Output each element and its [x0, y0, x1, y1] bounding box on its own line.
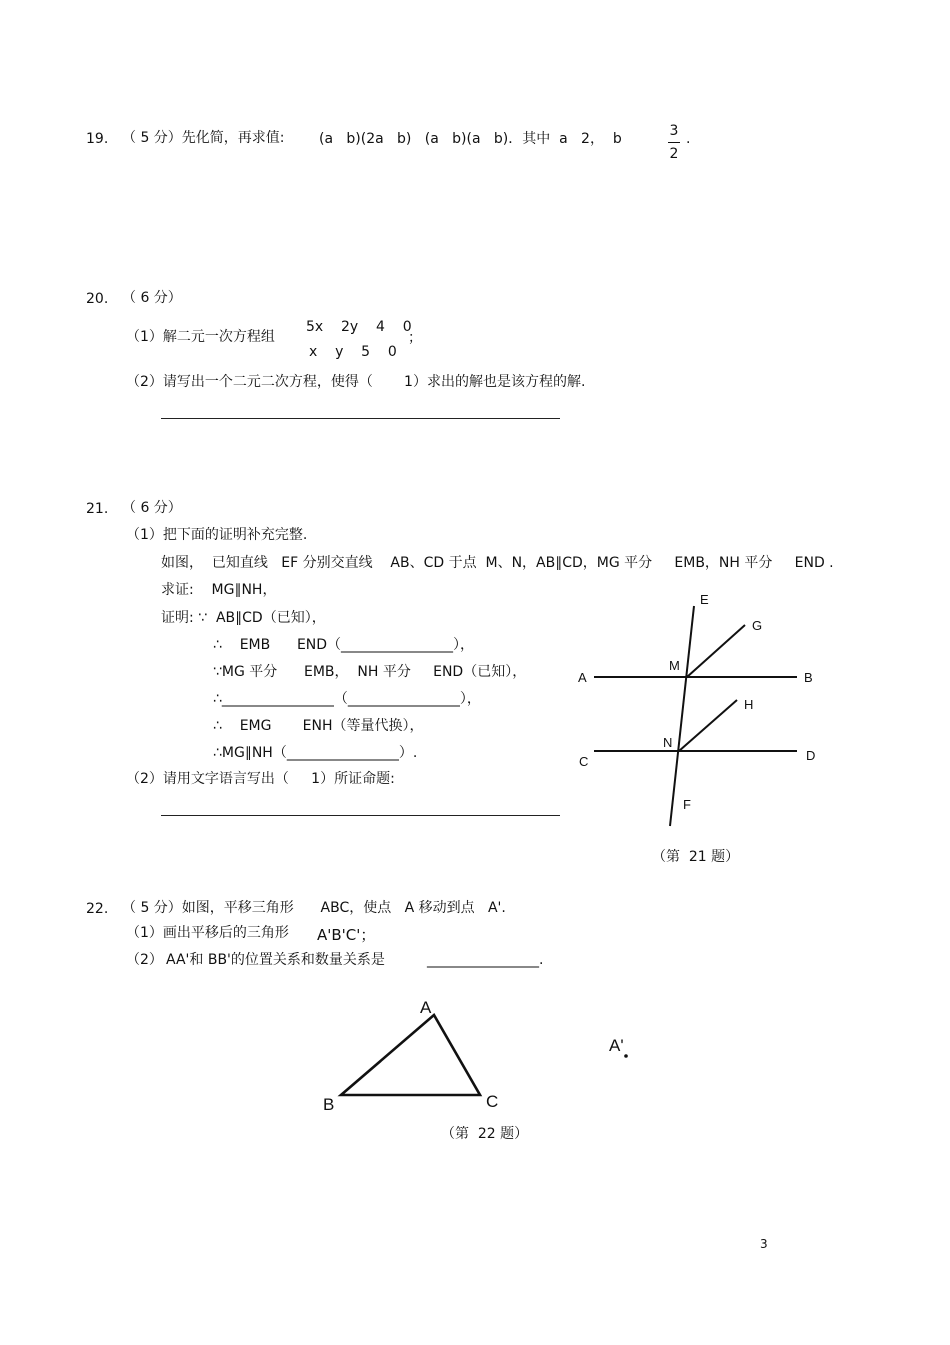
- q21-proof-start: 证明: ∵ AB∥CD（已知），: [161, 610, 326, 626]
- q22-part1-triangle: A'B'C'；: [317, 926, 376, 944]
- q22-part2-label: （2）: [126, 952, 163, 968]
- label-22-c: C: [486, 1092, 499, 1111]
- label-e: E: [700, 592, 709, 607]
- q20-equation-1: 5x 2y 4 0: [306, 319, 412, 335]
- label-22-a-prime: A': [609, 1036, 624, 1055]
- label-22-a: A: [420, 998, 432, 1017]
- q21-proof-line-3: ∴________________（________________），: [213, 691, 481, 707]
- label-h: H: [744, 697, 754, 712]
- page-number: 3: [760, 1237, 768, 1251]
- q20-part1-label: （1）解二元一次方程组: [126, 329, 275, 345]
- q20-number: 20.: [86, 291, 109, 307]
- q19-fraction-denominator: 2: [669, 146, 679, 162]
- q22-intro: （ 5 分）如图，平移三角形 ABC，使点 A 移动到点 A'.: [122, 900, 506, 916]
- label-g: G: [752, 618, 763, 633]
- q21-proof-line-5: ∴MG∥NH（________________）.: [213, 745, 418, 761]
- ray-mg: [687, 625, 745, 677]
- q21-part2: （2）请用文字语言写出（ 1）所证命题:: [126, 771, 395, 787]
- triangle-abc: [341, 1015, 480, 1095]
- q22-part1: （1）画出平移后的三角形: [126, 925, 289, 941]
- label-a: A: [578, 670, 587, 685]
- q19-expression: (a b)(2a b) (a b)(a b)．其中 a 2， b: [319, 131, 622, 147]
- q19-end: .: [686, 131, 691, 147]
- q22-caption: （第 22 题）: [441, 1126, 529, 1142]
- label-f: F: [683, 797, 691, 812]
- q20-equation-end: ；: [408, 330, 422, 346]
- label-c: C: [579, 754, 589, 769]
- point-a-prime: [624, 1054, 628, 1058]
- q22-part2-text: AA'和 BB'的位置关系和数量关系是: [166, 952, 385, 968]
- q21-number: 21.: [86, 501, 109, 517]
- label-n: N: [663, 735, 673, 750]
- q22-number: 22.: [86, 901, 109, 917]
- q19-fraction-numerator: 3: [669, 123, 679, 139]
- label-22-b: B: [323, 1095, 335, 1114]
- q20-equation-2: x y 5 0: [309, 344, 397, 360]
- q22-part2-blank: ________________.: [427, 952, 544, 968]
- q19-number: 19.: [86, 131, 109, 147]
- q21-proof-line-2: ∵MG 平分 EMB， NH 平分 END（已知），: [213, 664, 527, 680]
- label-m: M: [669, 658, 680, 673]
- label-b: B: [804, 670, 813, 685]
- q21-given: 如图， 已知直线 EF 分别交直线 AB、CD 于点 M、N，AB∥CD，MG 平分 EMB，NH 平分 END .: [161, 555, 834, 571]
- q21-proof-line-4: ∴ EMG ENH（等量代换），: [213, 718, 424, 734]
- ray-nh: [679, 700, 737, 751]
- q21-caption: （第 21 题）: [652, 849, 740, 865]
- q20-score: （ 6 分）: [122, 290, 182, 306]
- line-ef: [670, 606, 694, 826]
- q21-prove: 求证: MG∥NH，: [161, 582, 277, 598]
- q20-part2: （2）请写出一个二元二次方程，使得（ 1）求出的解也是该方程的解.: [126, 374, 586, 390]
- q21-score: （ 6 分）: [122, 500, 182, 516]
- q19-intro: （ 5 分）先化简，再求值:: [122, 130, 285, 146]
- q21-proof-line-1: ∴ EMB END（________________），: [213, 637, 475, 653]
- label-d: D: [806, 748, 816, 763]
- q21-part1: （1）把下面的证明补充完整.: [126, 527, 308, 543]
